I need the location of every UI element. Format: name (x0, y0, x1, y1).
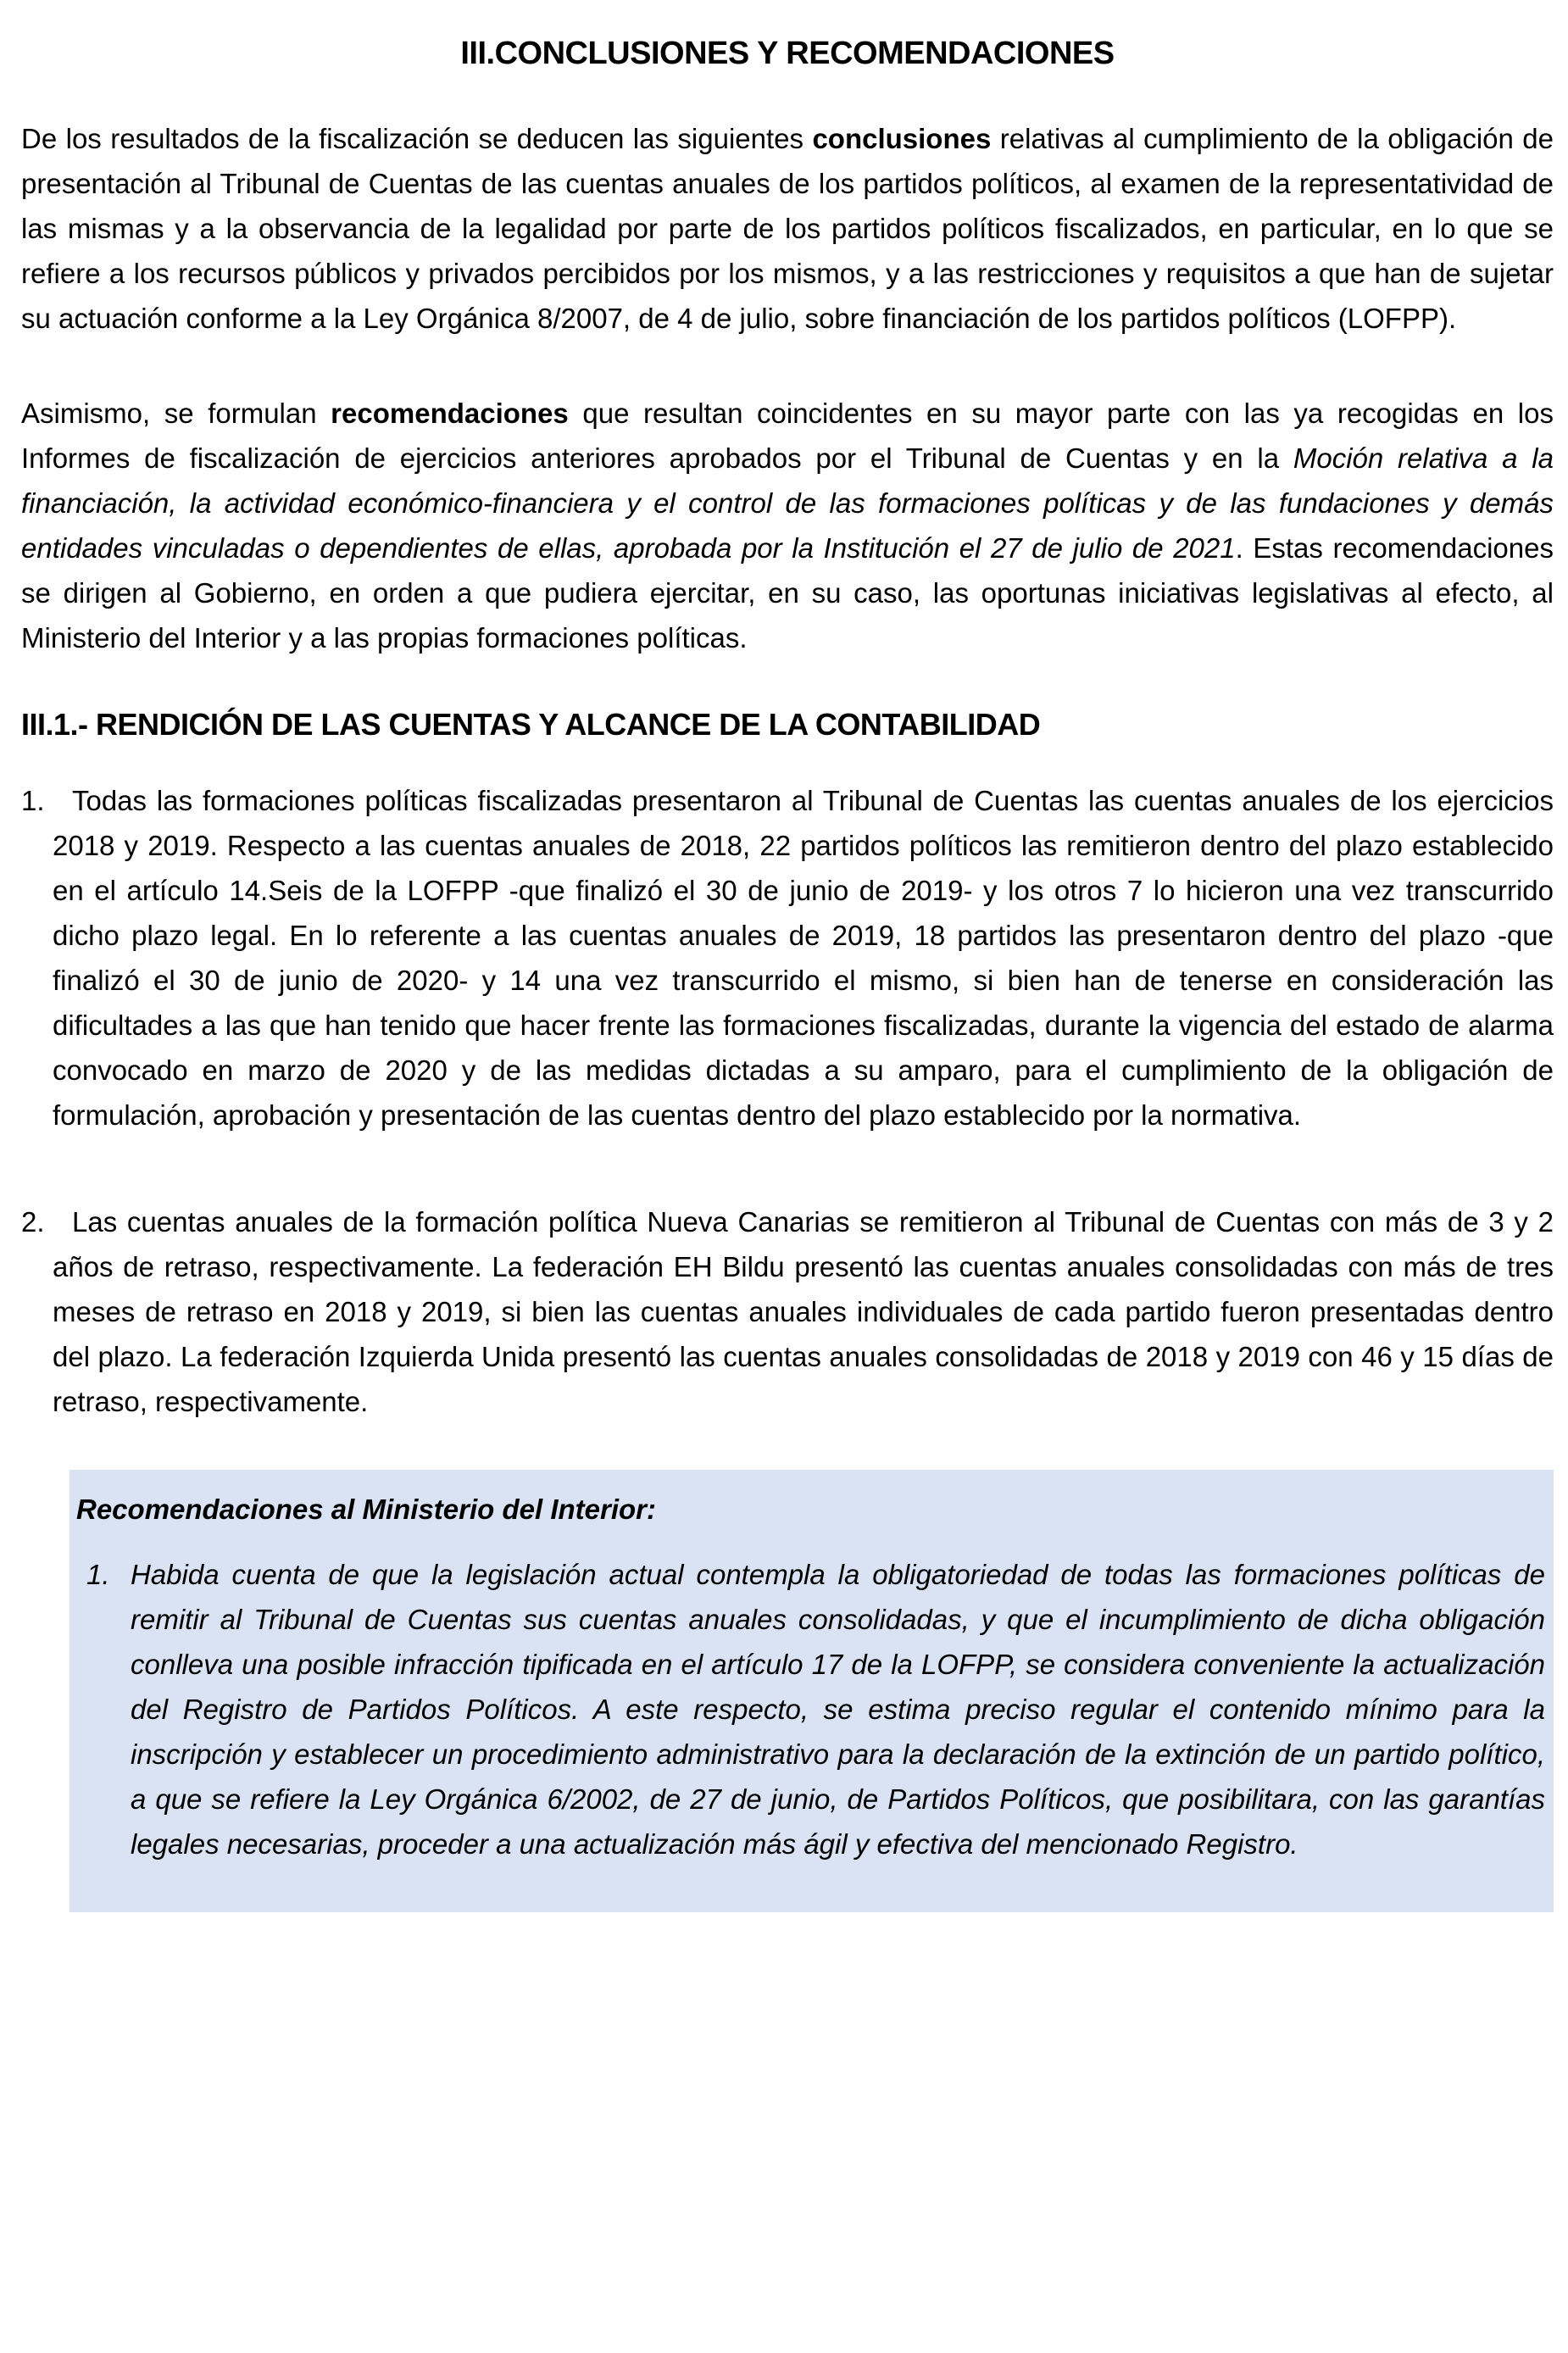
list-item-number: 1. (21, 785, 45, 816)
conclusion-item-2 (21, 1199, 1554, 1424)
recommendations-heading: Recomendaciones al Ministerio del Interior: (76, 1494, 656, 1525)
page-title: III.CONCLUSIONES Y RECOMENDACIONES (460, 36, 1115, 71)
conclusion-item-1 (21, 778, 1554, 1138)
list-item-text: Habida cuenta de que la legislación actual contempla la obligatoriedad de todas las formaciones políticas de remitir al Tribunal de Cuentas sus cuentas anuales consolidadas, y que el incumplimiento de dicha obligación conlleva una posible infracción tipificada en el artículo 17 de la LOFPP, se considera conveniente la actualización del Registro de Partidos Políticos. A este respecto, se estima preciso regular el contenido mínimo para la inscripción y establecer un procedimiento administrativo para la declaración de la extinción de un partido político, a que se refiere la Ley Orgánica 6/2002, de 27 de junio, de Partidos Políticos, que posibilitara, con las garantías legales necesarias, proceder a una actualización más ágil y efectiva del mencionado Registro. (131, 1559, 1545, 1860)
intro-paragraph-1: De los resultados de la fiscalización se deducen las siguientes conclusiones relativas al cumplimiento de la obligación de presentación al Tribunal de Cuentas de las cuentas anuales de los partidos políticos, al examen de la representatividad de las mismas y a la observancia de la legalidad por parte de los partidos políticos fiscalizados, en particular, en lo que se refiere a los recursos públicos y privados percibidos por los mismos, y a las restricciones y requisitos a que han de sujetar su actuación conforme a la Ley Orgánica 8/2007, de 4 de julio, sobre financiación de los partidos políticos (LOFPP). (21, 123, 1554, 334)
list-item-text: Las cuentas anuales de la formación política Nueva Canarias se remitieron al Tribunal de Cuentas con más de 3 y 2 años de retraso, respectivamente. La federación EH Bildu presentó las cuentas anuales consolidadas con más de tres meses de retraso en 2018 y 2019, si bien las cuentas anuales individuales de cada partido fueron presentadas dentro del plazo. La federación Izquierda Unida presentó las cuentas anuales consolidadas de 2018 y 2019 con 46 y 15 días de retraso, respectivamente. (53, 1206, 1554, 1417)
list-item-number: 2. (21, 1206, 45, 1238)
intro-paragraph-2: Asimismo, se formulan recomendaciones que resultan coincidentes en su mayor parte con las ya recogidas en los Informes de fiscalización de ejercicios anteriores aprobados por el Tribunal de Cuentas y en la Moción relativa a la financiación, la actividad económico-financiera y el control de las formaciones políticas y de las fundaciones y demás entidades vinculadas o dependientes de ellas, aprobada por la Institución el 27 de julio de 2021. Estas recomendaciones se dirigen al Gobierno, en orden a que pudiera ejercitar, en su caso, las oportunas iniciativas legislativas al efecto, al Ministerio del Interior y a las propias formaciones políticas. (21, 398, 1554, 654)
section-heading: III.1.- RENDICIÓN DE LAS CUENTAS Y ALCANCE DE LA CONTABILIDAD (21, 707, 1041, 742)
recommendation-item-1 (76, 1552, 1545, 1866)
conclusions-list (21, 778, 1554, 1424)
list-item-text: Todas las formaciones políticas fiscalizadas presentaron al Tribunal de Cuentas las cuentas anuales de los ejercicios 2018 y 2019. Respecto a las cuentas anuales de 2018, 22 partidos políticos las remitieron dentro del plazo establecido en el artículo 14.Seis de la LOFPP -que finalizó el 30 de junio de 2019- y los otros 7 lo hicieron una vez transcurrido dicho plazo legal. En lo referente a las cuentas anuales de 2019, 18 partidos las presentaron dentro del plazo -que finalizó el 30 de junio de 2020- y 14 una vez transcurrido el mismo, si bien han de tenerse en consideración las dificultades a las que han tenido que hacer frente las formaciones fiscalizadas, durante la vigencia del estado de alarma convocado en marzo de 2020 y de las medidas dictadas a su amparo, para el cumplimiento de la obligación de formulación, aprobación y presentación de las cuentas dentro del plazo establecido por la normativa. (53, 785, 1554, 1131)
recommendations-box (70, 1470, 1554, 1912)
list-item-number: 1. (86, 1559, 110, 1590)
